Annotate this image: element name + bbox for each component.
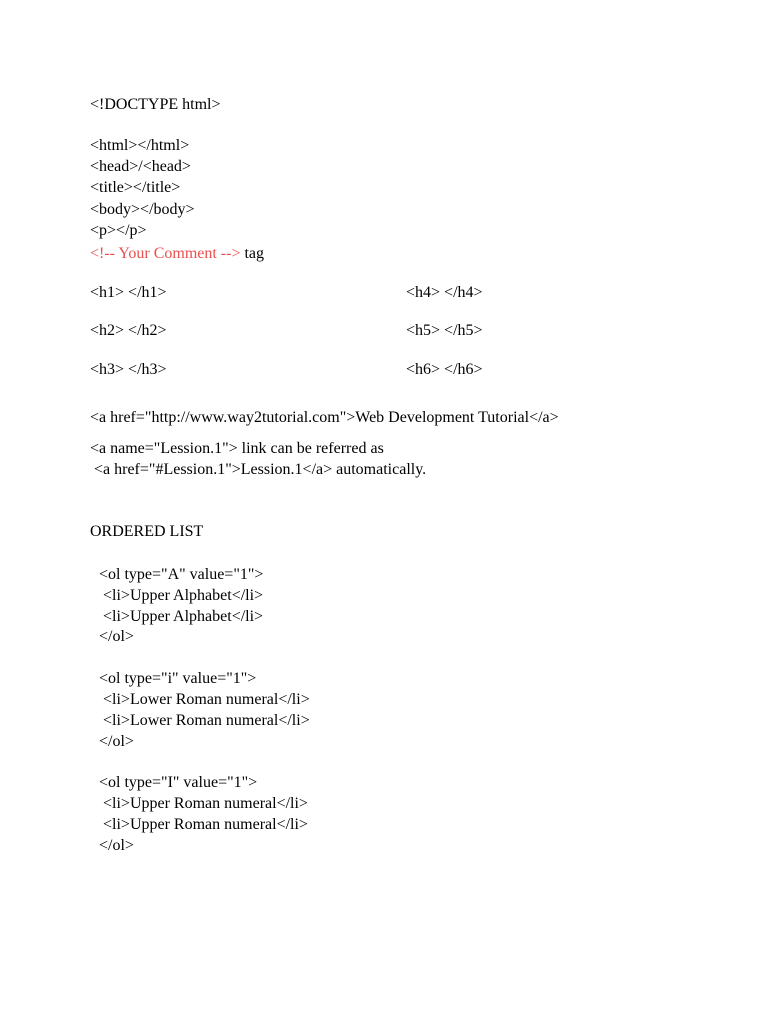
anchor-name-line-2: <a href="#Lession.1">Lession.1</a> automatically.: [90, 461, 427, 478]
comment-suffix: tag: [240, 245, 265, 262]
heading-h4: <h4> </h4>: [406, 284, 483, 301]
heading-h5: <h5> </h5>: [406, 322, 483, 339]
ol-upper-roman-item: <li>Upper Roman numeral</li>: [99, 816, 308, 833]
heading-h2: <h2> </h2>: [90, 322, 167, 339]
heading-h6: <h6> </h6>: [406, 361, 483, 378]
anchor-href-line: <a href="http://www.way2tutorial.com">Web Development Tutorial</a>: [90, 409, 559, 426]
tag-line-head: <head>/<head>: [90, 158, 191, 175]
ol-lower-roman-item: <li>Lower Roman numeral</li>: [99, 691, 310, 708]
comment-text: <!-- Your Comment -->: [90, 245, 241, 262]
tag-line-html: <html></html>: [90, 137, 190, 154]
ol-upper-alpha-close: </ol>: [99, 628, 134, 645]
heading-h1: <h1> </h1>: [90, 284, 167, 301]
tag-line-p: <p></p>: [90, 222, 147, 239]
ol-lower-roman-item: <li>Lower Roman numeral</li>: [99, 712, 310, 729]
doctype-line: <!DOCTYPE html>: [90, 96, 221, 113]
ol-upper-alpha-item: <li>Upper Alphabet</li>: [99, 587, 264, 604]
ordered-list-title: ORDERED LIST: [90, 523, 204, 540]
ol-upper-roman-close: </ol>: [99, 837, 134, 854]
ol-lower-roman-close: </ol>: [99, 733, 134, 750]
comment-line: [90, 243, 264, 264]
ol-upper-roman-open: <ol type="I" value="1">: [99, 774, 258, 791]
ol-upper-roman-item: <li>Upper Roman numeral</li>: [99, 795, 308, 812]
tag-line-title: <title></title>: [90, 179, 181, 196]
ol-upper-alpha-open: <ol type="A" value="1">: [99, 566, 264, 583]
ol-lower-roman-open: <ol type="i" value="1">: [99, 670, 257, 687]
tag-line-body: <body></body>: [90, 201, 195, 218]
heading-h3: <h3> </h3>: [90, 361, 167, 378]
ol-upper-alpha-item: <li>Upper Alphabet</li>: [99, 608, 264, 625]
anchor-name-line-1: <a name="Lession.1"> link can be referred as: [90, 440, 384, 457]
